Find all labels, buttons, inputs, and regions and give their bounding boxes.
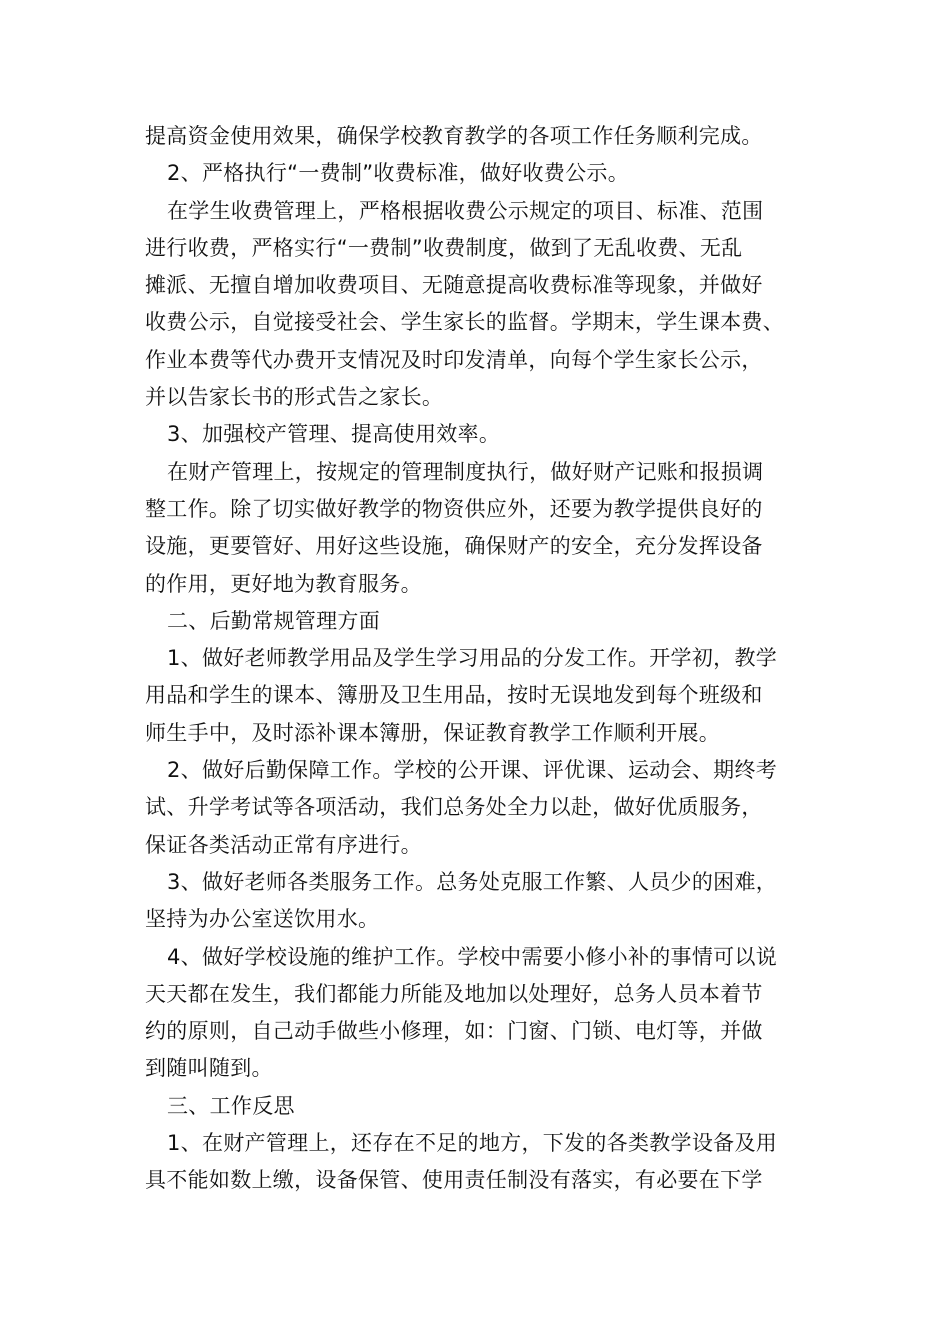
text-line: 设施，更要管好、用好这些设施，确保财产的安全，充分发挥设备 (145, 534, 763, 559)
text-line: 约的原则，自己动手做些小修理，如：门窗、门锁、电灯等，并做 (145, 1019, 763, 1044)
text-line: 在财产管理上，按规定的管理制度执行，做好财产记账和报损调 (167, 459, 764, 484)
text-line: 并以告家长书的形式告之家长。 (145, 385, 444, 410)
text-line: 3、加强校产管理、提高使用效率。 (167, 422, 501, 447)
text-line: 到随叫随到。 (145, 1056, 273, 1081)
text-line: 1、做好老师教学用品及学生学习用品的分发工作。开学初，教学 (167, 646, 778, 671)
text-line: 收费公示，自觉接受社会、学生家长的监督。学期末，学生课本费、 (145, 310, 784, 335)
document-body (145, 118, 815, 1200)
text-line: 摊派、无擅自增加收费项目、无随意提高收费标准等现象，并做好 (145, 273, 763, 298)
text-line: 2、严格执行“一费制”收费标准，做好收费公示。 (167, 161, 630, 186)
text-line: 试、升学考试等各项活动，我们总务处全力以赴，做好优质服务， (145, 795, 763, 820)
text-line: 在学生收费管理上，严格根据收费公示规定的项目、标准、范围 (167, 198, 764, 223)
text-line: 进行收费，严格实行“一费制”收费制度，做到了无乱收费、无乱 (145, 235, 743, 260)
text-line: 2、做好后勤保障工作。学校的公开课、评优课、运动会、期终考 (167, 758, 778, 783)
text-line: 用品和学生的课本、簿册及卫生用品，按时无误地发到每个班级和 (145, 683, 763, 708)
text-line: 4、做好学校设施的维护工作。学校中需要小修小补的事情可以说 (167, 944, 778, 969)
text-line: 三、工作反思 (167, 1093, 295, 1118)
text-line: 提高资金使用效果，确保学校教育教学的各项工作任务顺利完成。 (145, 124, 763, 148)
text-line: 坚持为办公室送饮用水。 (145, 907, 380, 932)
text-line: 保证各类活动正常有序进行。 (145, 832, 422, 857)
text-line: 作业本费等代办费开支情况及时印发清单，向每个学生家长公示， (145, 347, 763, 372)
text-line: 天天都在发生，我们都能力所能及地加以处理好，总务人员本着节 (145, 981, 763, 1006)
text-line: 二、后勤常规管理方面 (167, 608, 380, 633)
text-line: 具不能如数上缴，设备保管、使用责任制没有落实，有必要在下学 (145, 1168, 763, 1193)
text-line: 1、在财产管理上，还存在不足的地方，下发的各类教学设备及用 (167, 1131, 778, 1156)
text-line: 整工作。除了切实做好教学的物资供应外，还要为教学提供良好的 (145, 496, 763, 521)
text-line: 的作用，更好地为教育服务。 (145, 571, 422, 596)
text-line: 师生手中，及时添补课本簿册，保证教育教学工作顺利开展。 (145, 720, 721, 745)
text-line: 3、做好老师各类服务工作。总务处克服工作繁、人员少的困难， (167, 869, 778, 894)
